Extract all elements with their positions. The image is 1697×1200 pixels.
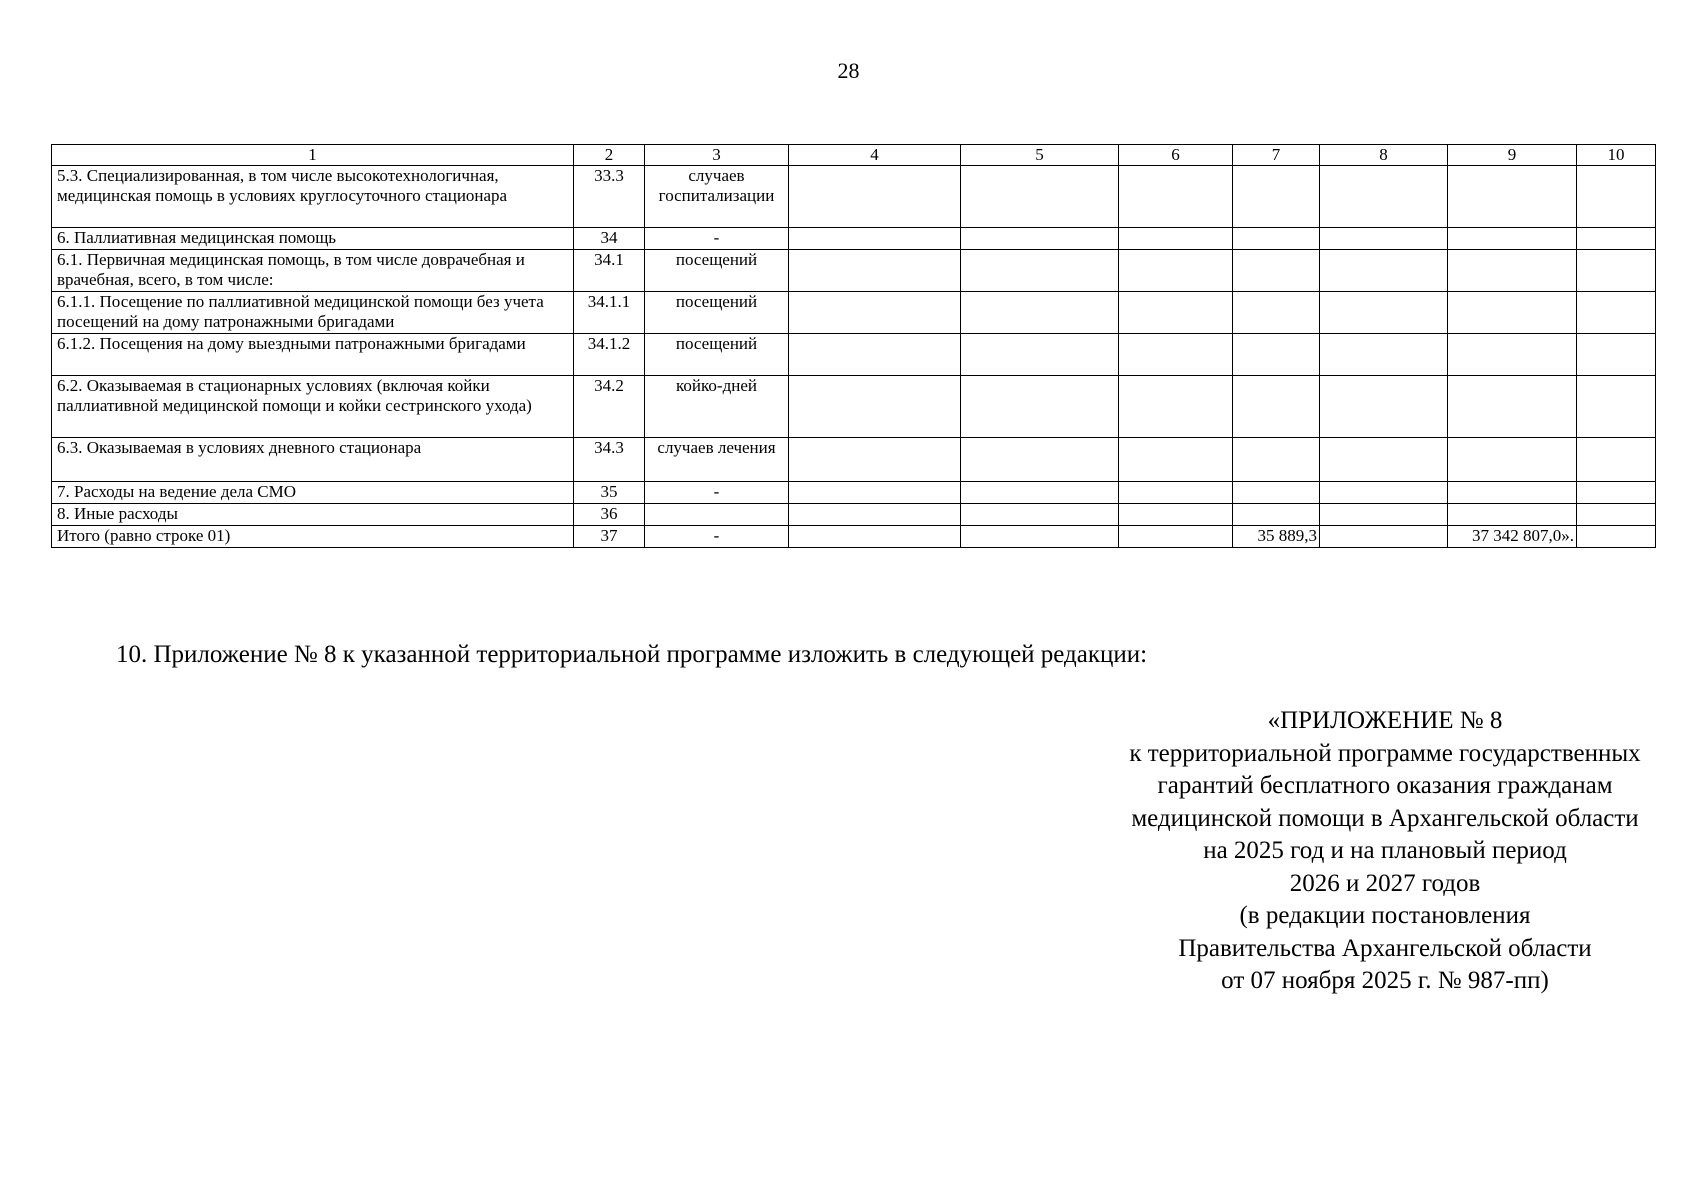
col6-cell	[1119, 482, 1233, 504]
row-unit-cell: койко-дней	[645, 376, 789, 438]
col5-cell	[961, 166, 1119, 228]
col7-cell	[1233, 438, 1320, 482]
budget-table	[51, 144, 1656, 548]
row-name-cell: 6.1.1. Посещение по паллиативной медицинской помощи без учета посещений на дому патронажными бригадами	[52, 292, 574, 334]
col5-cell	[961, 376, 1119, 438]
col5-cell	[961, 438, 1119, 482]
col9-cell	[1448, 438, 1577, 482]
col9-cell	[1448, 376, 1577, 438]
col4-cell	[789, 526, 961, 548]
table-row	[52, 166, 1656, 228]
col9-cell	[1448, 166, 1577, 228]
col5-cell	[961, 292, 1119, 334]
col6-cell	[1119, 250, 1233, 292]
table-row	[52, 438, 1656, 482]
row-unit-cell: -	[645, 482, 789, 504]
amendment-paragraph: 10. Приложение № 8 к указанной территориальной программе изложить в следующей редакции:	[116, 641, 1148, 668]
col4-cell	[789, 504, 961, 526]
col9-cell	[1448, 250, 1577, 292]
col5-cell	[961, 504, 1119, 526]
row-unit-cell: -	[645, 526, 789, 548]
col9-cell	[1448, 292, 1577, 334]
col6-cell	[1119, 504, 1233, 526]
row-name-cell: 8. Иные расходы	[52, 504, 574, 526]
row-unit-cell: случаев госпитализации	[645, 166, 789, 228]
col8-cell	[1320, 526, 1448, 548]
table-row	[52, 526, 1656, 548]
col8-cell	[1320, 334, 1448, 376]
table-row	[52, 482, 1656, 504]
col10-cell	[1577, 482, 1656, 504]
col7-cell	[1233, 376, 1320, 438]
col10-cell	[1577, 250, 1656, 292]
col7-cell	[1233, 166, 1320, 228]
row-unit-cell: посещений	[645, 250, 789, 292]
header-cell: 4	[789, 145, 961, 166]
col9-cell	[1448, 334, 1577, 376]
appendix-line: 2026 и 2027 годов	[1289, 869, 1481, 897]
row-name-cell: 6. Паллиативная медицинская помощь	[52, 228, 574, 250]
col9-cell: 37 342 807,0».	[1448, 526, 1577, 548]
col10-cell	[1577, 504, 1656, 526]
col7-cell	[1233, 504, 1320, 526]
row-unit-cell: посещений	[645, 334, 789, 376]
col7-cell	[1233, 292, 1320, 334]
col6-cell	[1119, 334, 1233, 376]
row-unit-cell: -	[645, 228, 789, 250]
appendix-line: от 07 ноября 2025 г. № 987-пп)	[1221, 967, 1549, 994]
row-code-cell: 34.1	[574, 250, 645, 292]
col10-cell	[1577, 166, 1656, 228]
row-name-cell: 6.3. Оказываемая в условиях дневного стационара	[52, 438, 574, 482]
col5-cell	[961, 526, 1119, 548]
row-unit-cell	[645, 504, 789, 526]
col10-cell	[1577, 526, 1656, 548]
col8-cell	[1320, 250, 1448, 292]
row-code-cell: 34.1.1	[574, 292, 645, 334]
col8-cell	[1320, 228, 1448, 250]
header-cell: 7	[1233, 145, 1320, 166]
row-code-cell: 35	[574, 482, 645, 504]
header-cell: 2	[574, 145, 645, 166]
col7-cell	[1233, 228, 1320, 250]
col5-cell	[961, 334, 1119, 376]
table-row	[52, 376, 1656, 438]
header-cell: 3	[645, 145, 789, 166]
col10-cell	[1577, 438, 1656, 482]
appendix-line: медицинской помощи в Архангельской области	[1131, 804, 1639, 832]
appendix-line: на 2025 год и на плановый период	[1203, 837, 1567, 864]
table-header-row	[52, 145, 1656, 166]
col8-cell	[1320, 438, 1448, 482]
col10-cell	[1577, 334, 1656, 376]
col4-cell	[789, 228, 961, 250]
col5-cell	[961, 250, 1119, 292]
col8-cell	[1320, 504, 1448, 526]
appendix-header	[1040, 705, 1697, 998]
row-code-cell: 37	[574, 526, 645, 548]
table-row	[52, 292, 1656, 334]
row-unit-cell: случаев лечения	[645, 438, 789, 482]
appendix-line: «ПРИЛОЖЕНИЕ № 8	[1267, 707, 1503, 734]
col9-cell	[1448, 228, 1577, 250]
col10-cell	[1577, 292, 1656, 334]
col7-cell	[1233, 482, 1320, 504]
col7-cell	[1233, 250, 1320, 292]
col6-cell	[1119, 526, 1233, 548]
col10-cell	[1577, 376, 1656, 438]
col6-cell	[1119, 228, 1233, 250]
appendix-line: Правительства Архангельской области	[1178, 934, 1592, 962]
row-name-cell: 5.3. Специализированная, в том числе высокотехнологичная, медицинская помощь в условиях круглосуточного стационара	[52, 166, 574, 228]
col4-cell	[789, 482, 961, 504]
appendix-line: (в редакции постановления	[1239, 902, 1531, 929]
table-row	[52, 504, 1656, 526]
col5-cell	[961, 482, 1119, 504]
col4-cell	[789, 334, 961, 376]
col7-cell	[1233, 334, 1320, 376]
row-code-cell: 34	[574, 228, 645, 250]
col4-cell	[789, 166, 961, 228]
table-row	[52, 334, 1656, 376]
row-code-cell: 34.2	[574, 376, 645, 438]
row-name-cell: Итого (равно строке 01)	[52, 526, 574, 548]
col10-cell	[1577, 228, 1656, 250]
col4-cell	[789, 292, 961, 334]
row-name-cell: 6.1.2. Посещения на дому выездными патронажными бригадами	[52, 334, 574, 376]
col9-cell	[1448, 482, 1577, 504]
col4-cell	[789, 250, 961, 292]
col5-cell	[961, 228, 1119, 250]
header-cell: 9	[1448, 145, 1577, 166]
col8-cell	[1320, 482, 1448, 504]
row-unit-cell: посещений	[645, 292, 789, 334]
col6-cell	[1119, 166, 1233, 228]
col4-cell	[789, 438, 961, 482]
header-cell: 10	[1577, 145, 1656, 166]
row-code-cell: 36	[574, 504, 645, 526]
page-number: 28	[837, 58, 860, 83]
appendix-line: к территориальной программе государственных	[1129, 739, 1641, 767]
col4-cell	[789, 376, 961, 438]
row-code-cell: 34.1.2	[574, 334, 645, 376]
header-cell: 5	[961, 145, 1119, 166]
col6-cell	[1119, 376, 1233, 438]
col9-cell	[1448, 504, 1577, 526]
col6-cell	[1119, 438, 1233, 482]
header-cell: 6	[1119, 145, 1233, 166]
row-name-cell: 6.2. Оказываемая в стационарных условиях (включая койки паллиативной медицинской помощи и койки сестринского ухода)	[52, 376, 574, 438]
header-cell: 8	[1320, 145, 1448, 166]
col8-cell	[1320, 292, 1448, 334]
col8-cell	[1320, 376, 1448, 438]
col8-cell	[1320, 166, 1448, 228]
table-row	[52, 250, 1656, 292]
table-row	[52, 228, 1656, 250]
row-name-cell: 7. Расходы на ведение дела СМО	[52, 482, 574, 504]
appendix-line: гарантий бесплатного оказания гражданам	[1157, 772, 1613, 799]
row-name-cell: 6.1. Первичная медицинская помощь, в том числе доврачебная и врачебная, всего, в том числе:	[52, 250, 574, 292]
col6-cell	[1119, 292, 1233, 334]
col7-cell: 35 889,3	[1233, 526, 1320, 548]
header-cell: 1	[52, 145, 574, 166]
row-code-cell: 34.3	[574, 438, 645, 482]
row-code-cell: 33.3	[574, 166, 645, 228]
